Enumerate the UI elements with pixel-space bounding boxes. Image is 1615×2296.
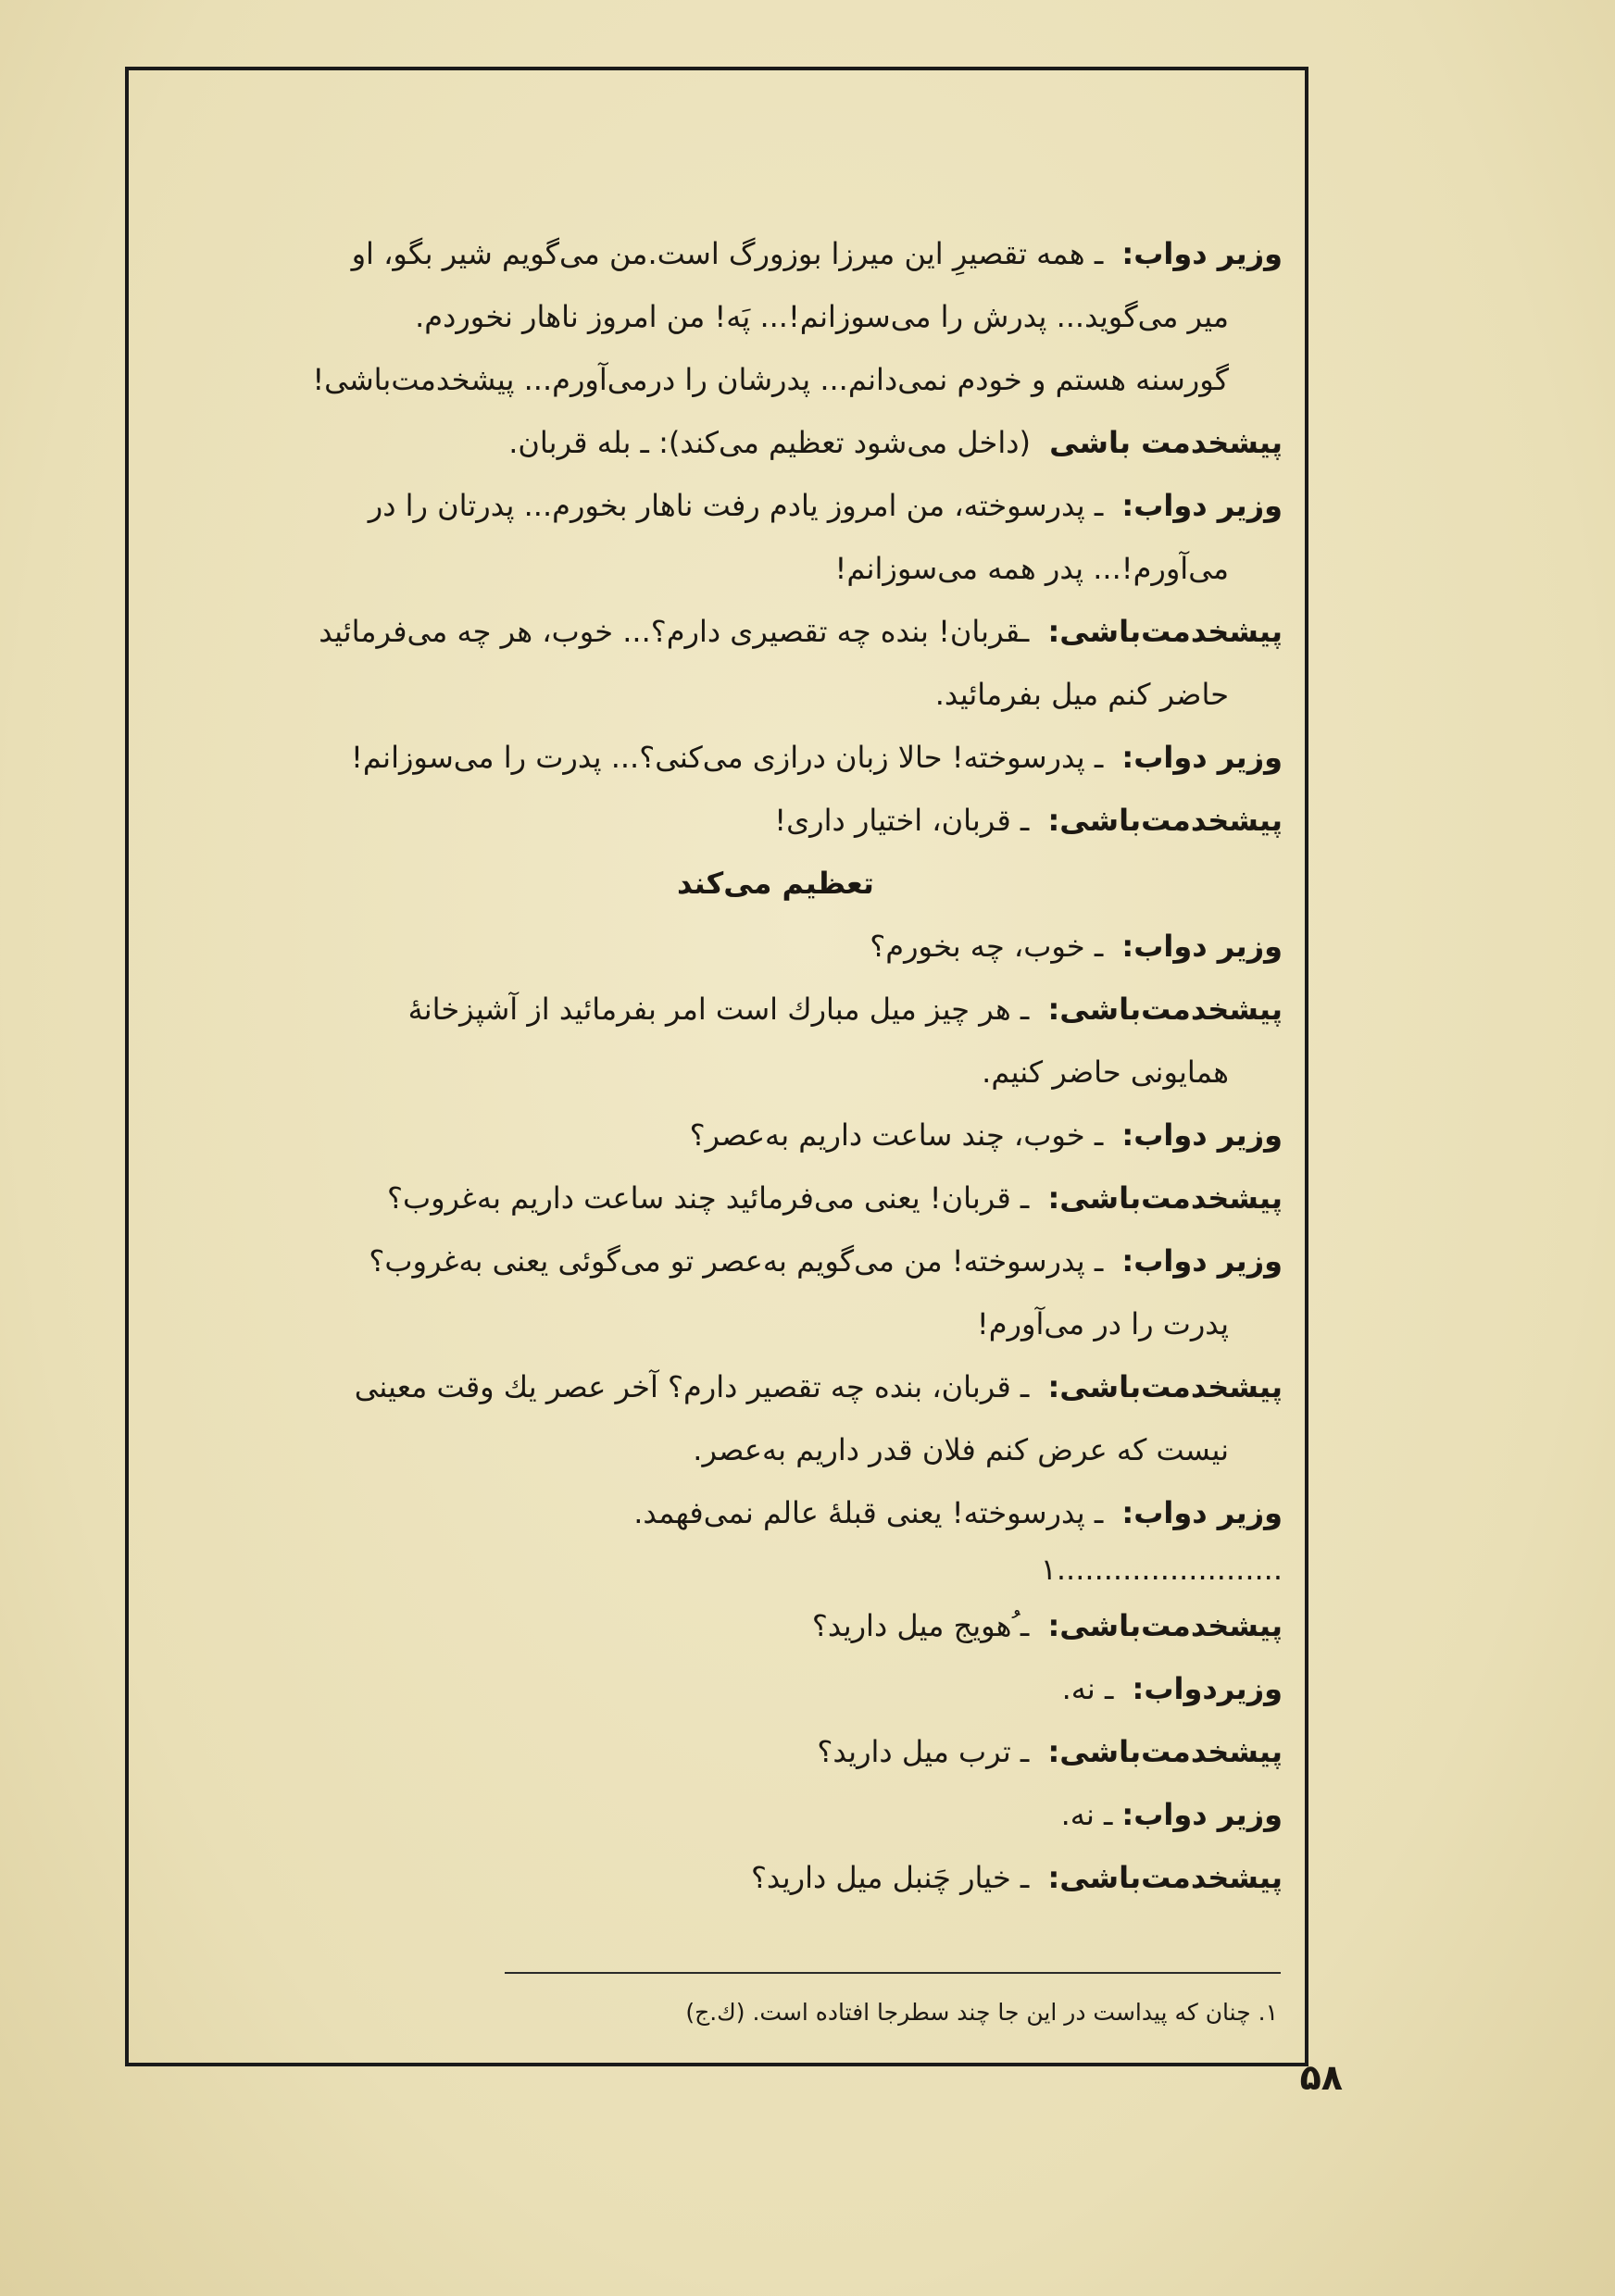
speaker-label: پیشخدمت‌باشی: <box>1047 1369 1283 1404</box>
dialogue-line <box>167 726 1283 789</box>
page-number: ۵۸ <box>1299 2057 1343 2098</box>
dialogue-line <box>167 222 1283 285</box>
dialogue-line <box>167 285 1283 348</box>
line-text: ـ قربان، بنده چه تقصیر دارم؟ آخر عصر یك وقت معینی <box>354 1369 1039 1404</box>
line-text: ـ نه. <box>1060 1797 1113 1832</box>
play-text <box>167 222 1283 1909</box>
line-text: میر می‌گوید... پدرش را می‌سوزانم!... پَه! من امروز ناهار نخوردم. <box>415 299 1229 334</box>
line-text: ـ پدرسوخته! یعنی قبلهٔ عالم نمی‌فهمد. <box>633 1495 1113 1530</box>
footnote: ۱. چنان که پیداست در این جا چند سطرجا افتاده است. (ك.ج) <box>685 1999 1278 2026</box>
dialogue-line <box>167 474 1283 537</box>
line-text: ـ هر چیز میل مبارك است امر بفرمائید از آشپزخانهٔ <box>407 992 1039 1027</box>
stage-direction <box>167 852 1283 915</box>
speaker-label: پیشخدمت‌باشی: <box>1047 1734 1283 1769</box>
dialogue-line <box>167 1481 1283 1544</box>
dialogue-line <box>167 1292 1283 1355</box>
line-text: ـ قربان، اختیار داری! <box>774 803 1039 838</box>
speaker-label: وزیر دواب: <box>1121 488 1283 523</box>
speaker-label: وزیر دواب: <box>1121 1797 1283 1832</box>
line-text: ـ پدرسوخته! حالا زبان درازی می‌کنی؟... پدرت را می‌سوزانم! <box>351 740 1113 775</box>
dialogue-line <box>167 1167 1283 1229</box>
line-text: حاضر کنم میل بفرمائید. <box>934 677 1229 712</box>
line-text: ـ نه. <box>1061 1671 1123 1706</box>
line-text: می‌آورم!... پدر همه می‌سوزانم! <box>834 551 1229 586</box>
speaker-label: پیشخدمت‌باشی: <box>1047 614 1283 649</box>
dialogue-line <box>167 663 1283 726</box>
dialogue-line <box>167 1783 1283 1846</box>
dialogue-line <box>167 789 1283 852</box>
dialogue-line <box>167 1657 1283 1720</box>
speaker-label: وزیر دواب: <box>1121 1117 1283 1153</box>
line-text: ـ ترب میل دارید؟ <box>817 1734 1039 1769</box>
line-text: همایونی حاضر کنیم. <box>982 1054 1229 1090</box>
line-text: پدرت را در می‌آورم! <box>976 1306 1229 1341</box>
line-text: نیست که عرض کنم فلان قدر داریم به‌عصر. <box>693 1432 1229 1467</box>
dialogue-line <box>167 411 1283 474</box>
dialogue-line <box>167 1041 1283 1104</box>
speaker-label: وزیردواب: <box>1132 1671 1283 1706</box>
dialogue-line <box>167 537 1283 600</box>
dialogue-line <box>167 1846 1283 1909</box>
footnote-divider <box>505 1972 1281 1974</box>
speaker-label: پیشخدمت‌باشی: <box>1047 1860 1283 1895</box>
speaker-label: پیشخدمت‌باشی: <box>1047 1608 1283 1643</box>
speaker-label: وزیر دواب: <box>1121 1243 1283 1279</box>
dialogue-line <box>167 1355 1283 1418</box>
line-text: ـ پدرسوخته، من امروز یادم رفت ناهار بخورم... پدرتان را در <box>368 488 1113 523</box>
speaker-label: وزیر دواب: <box>1121 236 1283 271</box>
line-text: (داخل می‌شود تعظیم می‌کند): ـ بله قربان. <box>508 425 1041 460</box>
line-text: ـ خوب، چند ساعت داریم به‌عصر؟ <box>689 1117 1113 1153</box>
dialogue-line <box>167 1104 1283 1167</box>
line-text: ـ قربان! یعنی می‌فرمائید چند ساعت داریم به‌غروب؟ <box>386 1180 1039 1216</box>
line-text: ـ پدرسوخته! من می‌گویم به‌عصر تو می‌گوئی یعنی به‌غروب؟ <box>369 1243 1113 1279</box>
dialogue-line <box>167 1229 1283 1292</box>
line-text: ـ خوب، چه بخورم؟ <box>870 929 1113 964</box>
ellipsis-gap: ........................۱ <box>1040 1552 1283 1587</box>
speaker-label: وزیر دواب: <box>1121 1495 1283 1530</box>
speaker-label: پیشخدمت‌باشی: <box>1047 803 1283 838</box>
line-text: ـقربان! بنده چه تقصیری دارم؟... خوب، هر چه می‌فرمائید <box>319 614 1039 649</box>
line-text: ـ ُهویج میل دارید؟ <box>811 1608 1039 1643</box>
line-text: ـ خیار چَنبل میل دارید؟ <box>750 1860 1039 1895</box>
dialogue-line <box>167 1720 1283 1783</box>
dialogue-line <box>167 600 1283 663</box>
line-text: گورسنه هستم و خودم نمی‌دانم... پدرشان را درمی‌آورم... پیشخدمت‌باشی! <box>312 362 1229 397</box>
speaker-label: پیشخدمت‌باشی: <box>1047 992 1283 1027</box>
line-text: ـ همه تقصیرِ این میرزا بوزورگ است.من می‌گویم شیر بگو، او <box>351 236 1113 271</box>
dialogue-line <box>167 915 1283 978</box>
dialogue-line <box>167 348 1283 411</box>
speaker-label: پیشخدمت باشی <box>1049 425 1283 460</box>
speaker-label: وزیر دواب: <box>1121 929 1283 964</box>
line-text: تعظیم می‌کند <box>677 866 874 901</box>
speaker-label: وزیر دواب: <box>1121 740 1283 775</box>
dialogue-line <box>167 1594 1283 1657</box>
speaker-label: پیشخدمت‌باشی: <box>1047 1180 1283 1216</box>
dialogue-line <box>167 978 1283 1041</box>
dialogue-line <box>167 1418 1283 1481</box>
